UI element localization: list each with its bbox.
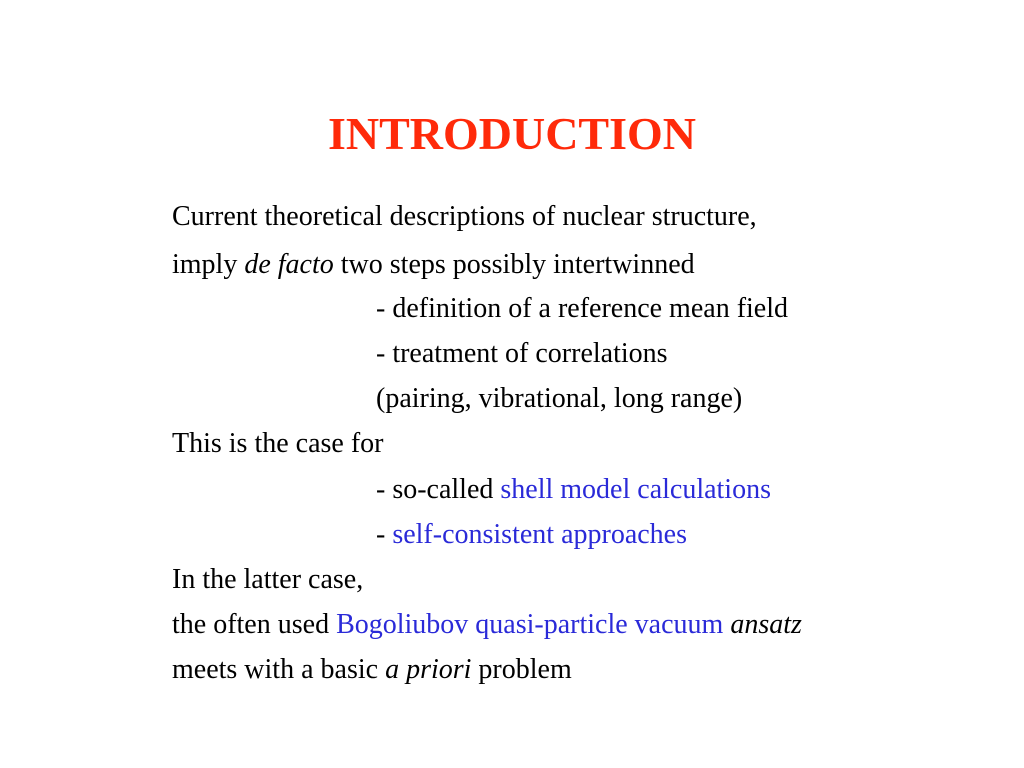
shell-model-highlight: shell model calculations	[500, 474, 771, 505]
ansatz-word: ansatz	[730, 609, 802, 640]
self-consistent-highlight: self-consistent approaches	[392, 519, 687, 550]
line-6-text: This is the case for	[172, 428, 384, 459]
text-line-10	[172, 608, 802, 642]
line-9-text: In the latter case,	[172, 564, 364, 595]
bullet-mean-field	[376, 292, 788, 326]
text-line-6	[172, 427, 384, 461]
bogoliubov-highlight: Bogoliubov quasi-particle vacuum	[336, 609, 724, 640]
line-10-prefix: the often used	[172, 609, 337, 640]
bullet-self-consistent	[376, 518, 687, 552]
de-facto-phrase: de facto	[244, 249, 334, 280]
line-11-prefix: meets with a basic	[172, 654, 386, 685]
bullet-shell-model-prefix: - so-called	[376, 474, 501, 505]
text-line-2	[172, 248, 695, 282]
a-priori-phrase: a priori	[385, 654, 472, 685]
text-line-1	[172, 200, 757, 234]
slide-title: INTRODUCTION	[327, 108, 697, 159]
line-2-text: imply	[172, 249, 245, 280]
bullet-correlations	[376, 337, 668, 371]
text-line-9	[172, 563, 363, 597]
correlations-detail	[376, 382, 742, 416]
text-line-11	[172, 653, 572, 687]
bullet-self-consistent-prefix: -	[376, 519, 393, 550]
line-11-suffix: problem	[471, 654, 572, 685]
line-2-rest: two steps possibly intertwinned	[333, 249, 695, 280]
line-1-text: Current theoretical descriptions of nuclear structure,	[172, 201, 757, 232]
bullet-correlations-text: - treatment of correlations	[376, 338, 668, 369]
correlations-detail-text: (pairing, vibrational, long range)	[376, 383, 743, 414]
bullet-shell-model	[376, 473, 771, 507]
bullet-mean-field-text: - definition of a reference mean field	[376, 293, 789, 324]
